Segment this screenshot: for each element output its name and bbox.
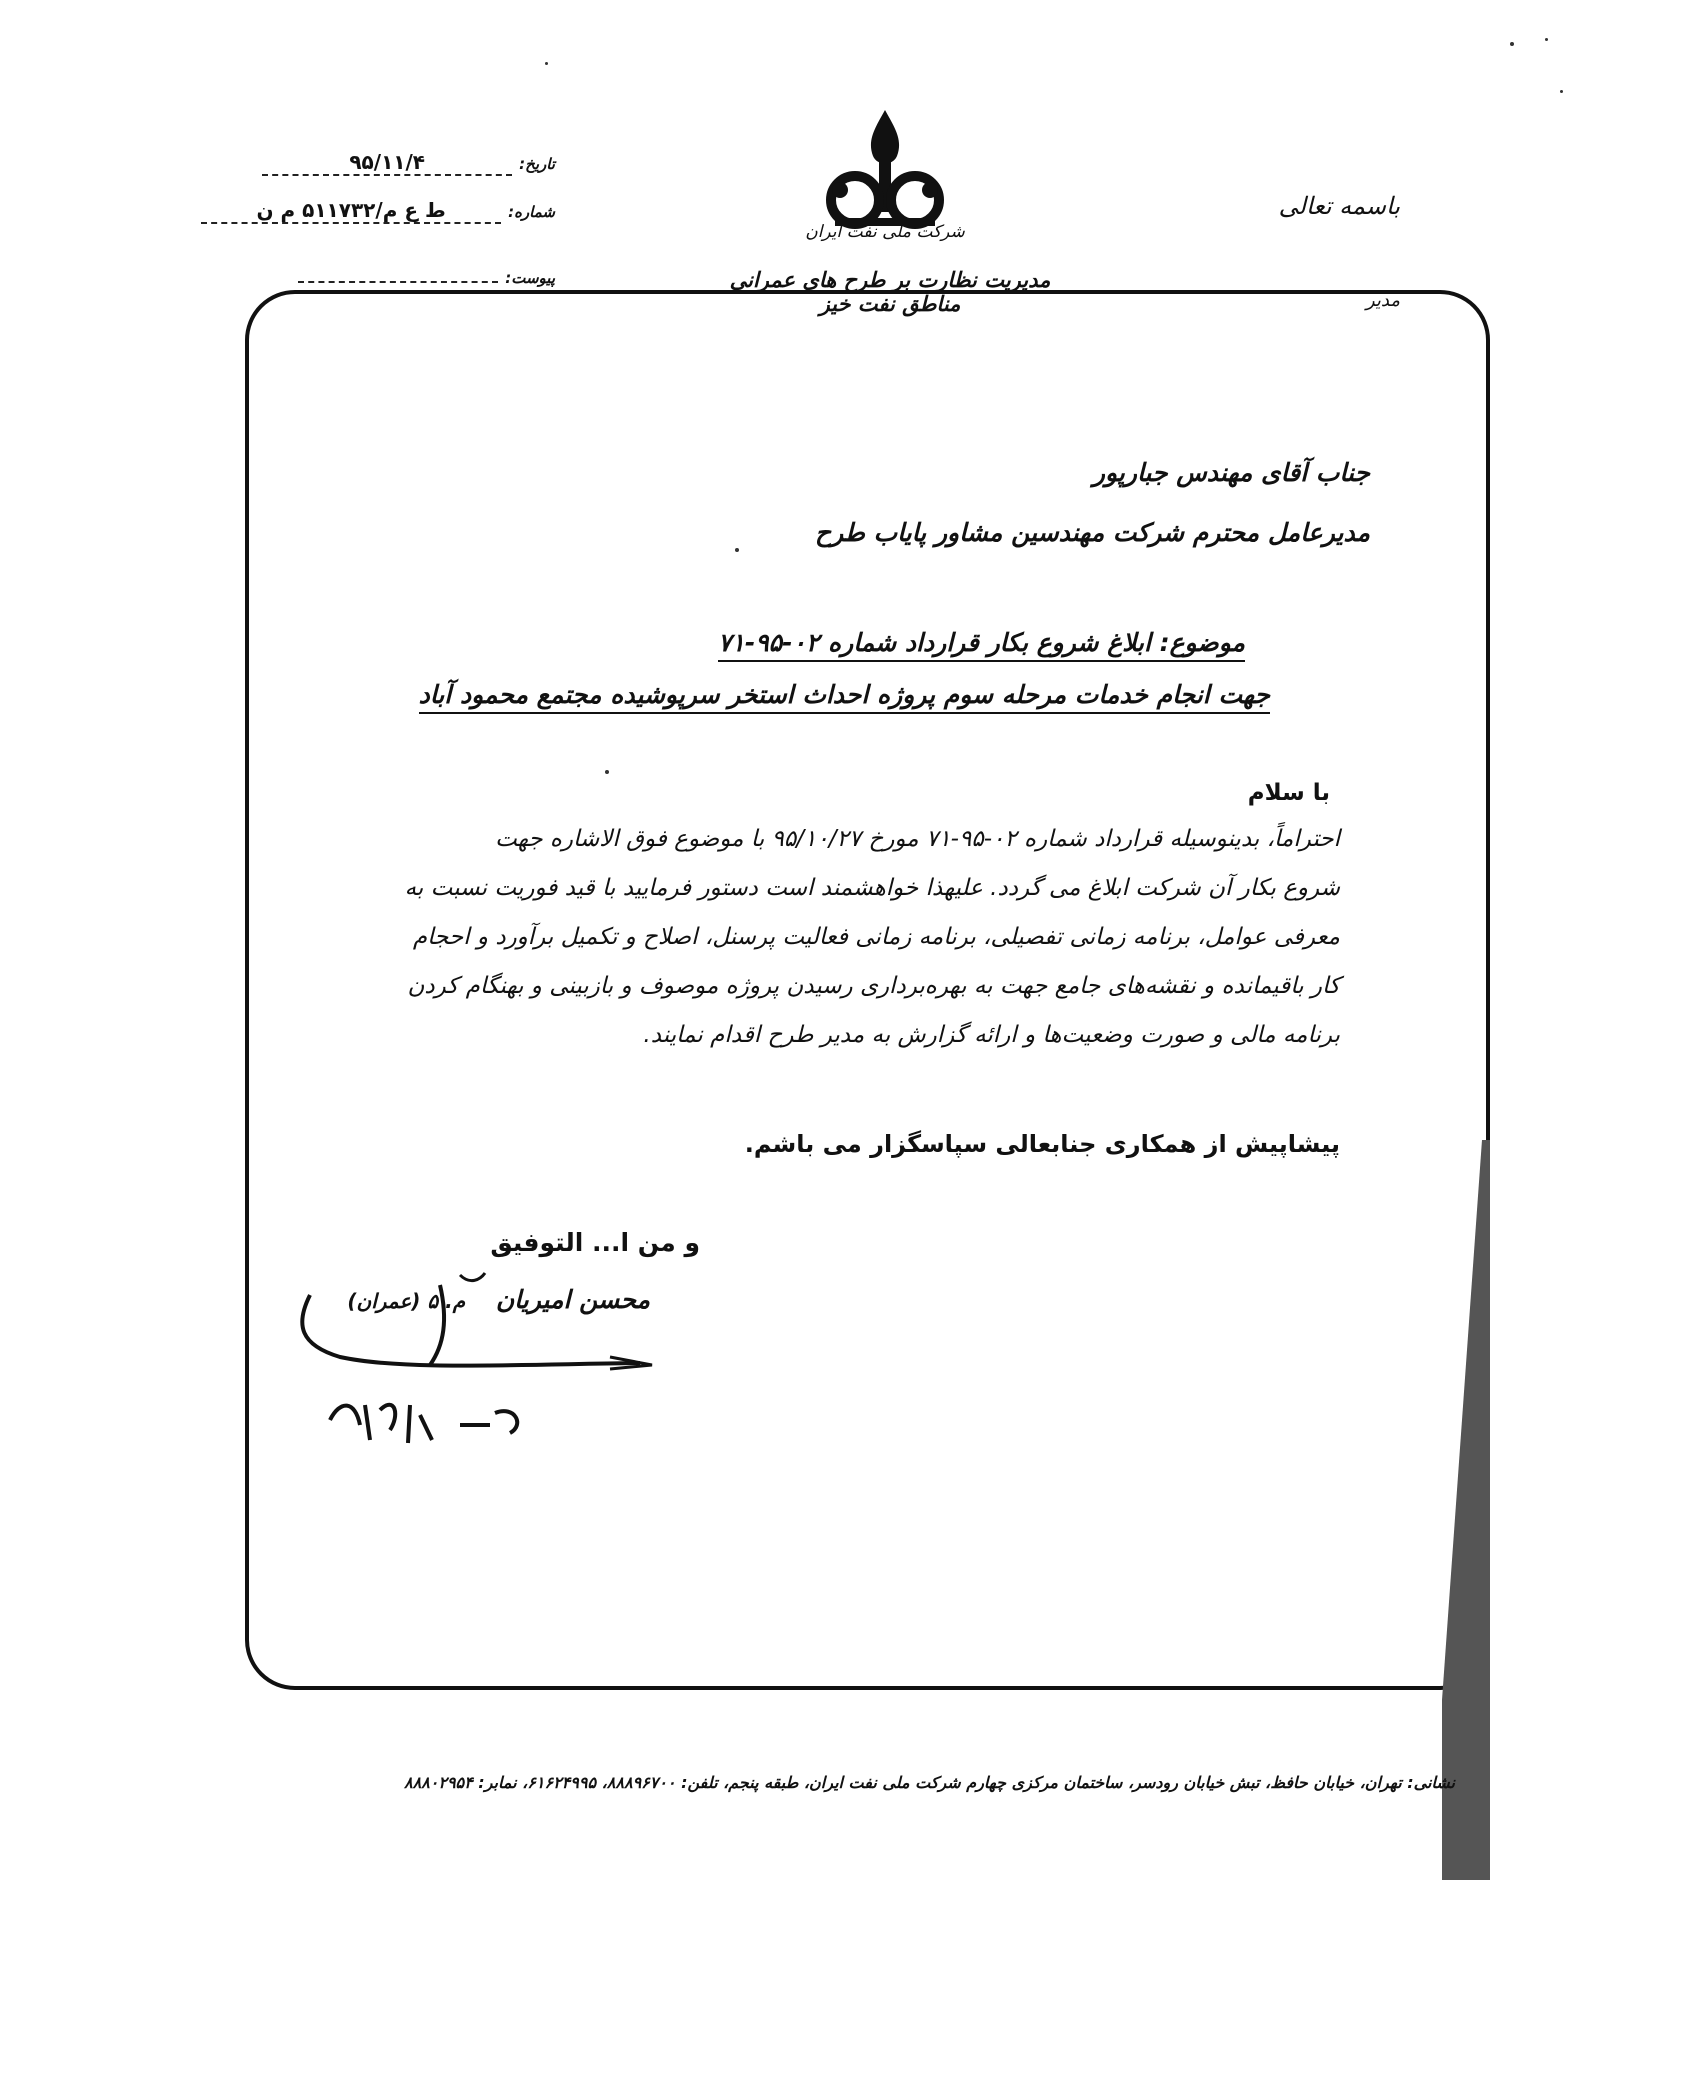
closing-phrase: و من ا... التوفیق (490, 1228, 700, 1257)
addressee-title: مدیرعامل محترم شرکت مهندسین مشاور پایاب طرح (815, 518, 1370, 547)
signer-note: م. ۵ (عمران) (347, 1289, 466, 1313)
date-label: تاریخ: (519, 155, 555, 173)
scan-edge-shadow (1442, 1140, 1490, 1880)
scan-speck (1560, 90, 1563, 93)
thanks-line: پیشاپیش از همکاری جنابعالی سپاسگزار می باشم. (744, 1130, 1340, 1158)
date-row (262, 150, 555, 176)
company-name: شرکت ملی نفت ایران (805, 222, 965, 242)
number-row (201, 198, 555, 224)
addressee-name: جناب آقای مهندس جبارپور (1092, 458, 1370, 487)
bismillah-heading: باسمه تعالی (1278, 192, 1400, 220)
subject-line-2: جهت انجام خدمات مرحله سوم پروژه احداث استخر سرپوشیده مجتمع محمود آباد (419, 680, 1270, 714)
footer-address: نشانی: تهران، خیابان حافظ، تبش خیابان رودسر، ساختمان مرکزی چهارم شرکت ملی نفت ایران، طبقه پنجم، تلفن: ۸۸۸۹۶۷۰۰، ۶۱۶۲۴۹۹۵، نمابر: ۸۸۸۰۲۹۵۴ (403, 1773, 1455, 1792)
body-line: کار باقیمانده و نقشه‌های جامع جهت به بهره‌برداری رسیدن پروژه موصوف و بازبینی و بهنگام کردن (407, 973, 1340, 999)
scan-speck (1545, 38, 1548, 41)
number-value: ط ع م/۵۱۱۷۳۲ م ن (201, 198, 501, 224)
date-value: ۹۵/۱۱/۴ (262, 150, 512, 176)
signer-name: محسن امیریان (495, 1285, 650, 1314)
body-line: احتراماً، بدینوسیله قرارداد شماره ۰۲-۹۵-۷۱ مورخ ۹۵/۱۰/۲۷ با موضوع فوق الاشاره جهت (495, 826, 1340, 852)
body-line: معرفی عوامل، برنامه زمانی تفصیلی، برنامه زمانی فعالیت پرسنل، اصلاح و تکمیل برآورد و احجام (412, 924, 1340, 950)
salutation: با سلام (1247, 780, 1330, 806)
handwritten-date-mark (320, 1385, 540, 1455)
company-logo-icon (805, 100, 965, 290)
attachment-value-line (298, 281, 498, 283)
number-label: شماره: (508, 203, 555, 221)
attachment-label: پیوست: (505, 269, 555, 287)
department-label: مدیر (1365, 290, 1400, 311)
scan-speck (605, 770, 609, 774)
scan-speck (545, 62, 548, 65)
letter-body (380, 815, 1340, 1060)
scan-speck (735, 548, 739, 552)
handwritten-signature (280, 1265, 680, 1385)
body-line: برنامه مالی و صورت وضعیت‌ها و ارائه گزارش به مدیر طرح اقدام نمایند. (643, 1022, 1340, 1048)
scan-speck (1510, 42, 1514, 46)
directorate-name: مدیریت نظارت بر طرح های عمرانی مناطق نفت خیز (729, 268, 1051, 316)
body-line: شروع بکار آن شرکت ابلاغ می گردد. علیهذا خواهشمند است دستور فرمایید با قید فوریت نسبت به (404, 875, 1340, 901)
subject-line-1: موضوع: ابلاغ شروع بکار قرارداد شماره ۰۲-۹۵-۷۱ (718, 628, 1245, 662)
attachment-row (298, 264, 555, 288)
